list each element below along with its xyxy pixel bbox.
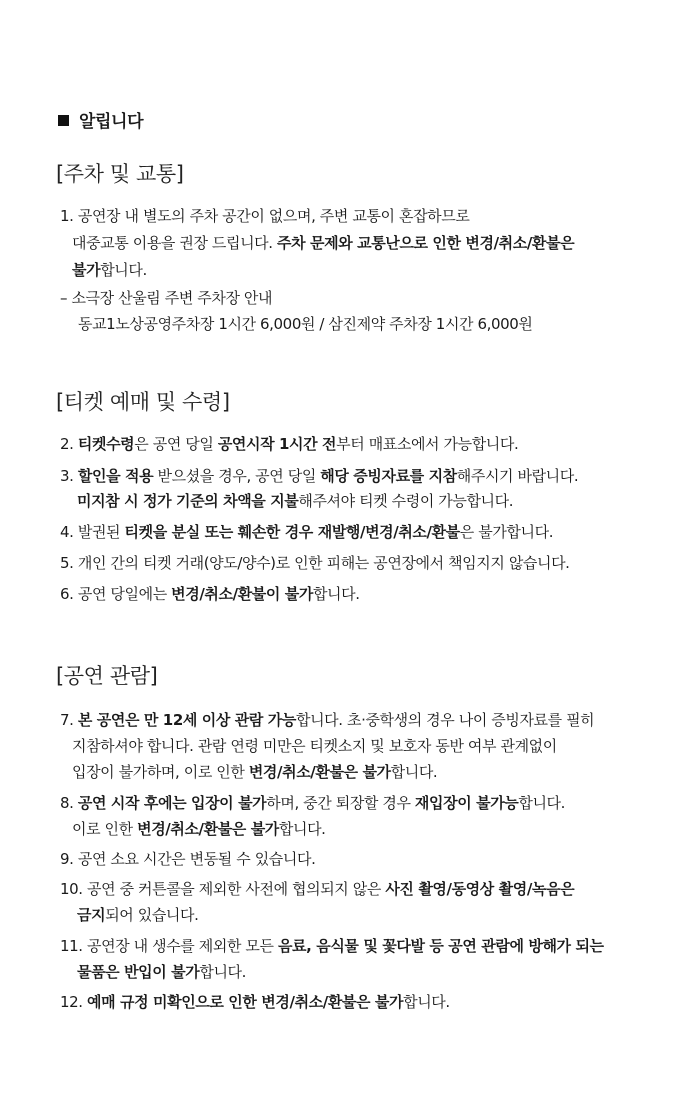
line-text: 8. (60, 794, 78, 812)
notice-line (72, 232, 574, 254)
emphasis-text: 음료, 음식물 및 꽃다발 등 공연 관람에 방해가 되는 (277, 937, 604, 955)
emphasis-text: 물품은 반입이 불가 (77, 963, 200, 981)
notice-line (60, 709, 594, 731)
emphasis-text: 예매 규정 미확인으로 인한 변경/취소/환불은 불가 (87, 993, 404, 1011)
emphasis-text: 할인을 적용 (77, 467, 154, 485)
notice-line (60, 205, 469, 227)
notice-line (77, 490, 513, 512)
line-text: 부터 매표소에서 가능합니다. (336, 435, 519, 453)
line-text: 12. (60, 993, 88, 1011)
section-title-viewing: [공연 관람] (56, 664, 158, 688)
notice-line (60, 935, 604, 957)
line-text: 합니다. (100, 261, 147, 279)
notice-heading (58, 110, 143, 134)
line-text: 해주시기 바랍니다. (456, 467, 579, 485)
emphasis-text: 변경/취소/환불은 불가 (248, 763, 391, 781)
line-text: 합니다. (518, 794, 566, 812)
notice-line (60, 433, 518, 455)
line-text: 합니다. 초·중학생의 경우 나이 증빙자료를 필히 (295, 711, 595, 729)
notice-line (60, 552, 570, 574)
notice-line (60, 878, 574, 900)
line-text: 지참하셔야 합니다. 관람 연령 미만은 티켓소지 및 보호자 동반 여부 관계없이 (72, 737, 557, 755)
notice-line (60, 465, 578, 487)
line-text: 10. 공연 중 커튼콜을 제외한 사전에 협의되지 않은 (60, 880, 386, 898)
emphasis-text: 변경/취소/환불은 불가 (137, 820, 279, 838)
line-text: 이로 인한 (72, 820, 138, 838)
emphasis-text: 공연시작 1시간 전 (217, 435, 337, 453)
notice-line (60, 792, 565, 814)
notice-line (60, 287, 272, 309)
notice-line (60, 583, 360, 605)
line-text: 4. 발권된 (60, 523, 125, 541)
line-text: 5. 개인 간의 티켓 거래(양도/양수)로 인한 피해는 공연장에서 책임지지 않습니다. (60, 554, 570, 572)
emphasis-text: 티켓을 분실 또는 훼손한 경우 재발행/변경/취소/환불 (124, 523, 460, 541)
emphasis-text: 본 공연은 만 12세 이상 관람 가능 (77, 711, 296, 729)
line-text: – 소극장 산울림 주변 주차장 안내 (60, 289, 273, 307)
line-text: 합니다. (278, 820, 326, 838)
notice-line (60, 991, 450, 1013)
line-text: 2. (60, 435, 78, 453)
emphasis-text: 변경/취소/환불이 불가 (171, 585, 313, 603)
line-text: 되어 있습니다. (105, 906, 199, 924)
emphasis-text: 공연 시작 후에는 입장이 불가 (77, 794, 267, 812)
emphasis-text: 금지 (77, 906, 106, 924)
notice-line (72, 761, 437, 783)
notice-line (78, 313, 533, 335)
notice-line (60, 521, 553, 543)
line-text: 3. (60, 467, 78, 485)
line-text: 해주셔야 티켓 수령이 가능합니다. (298, 492, 514, 510)
notice-line (72, 818, 326, 840)
line-text: 하며, 중간 퇴장할 경우 (266, 794, 415, 812)
line-text: 동교1노상공영주차장 1시간 6,000원 / 삼진제약 주차장 1시간 6,000원 (78, 315, 533, 333)
line-text: 합니다. (390, 763, 438, 781)
section-title-parking: [주차 및 교통] (56, 162, 184, 186)
notice-line (77, 904, 198, 926)
emphasis-text: 주차 문제와 교통난으로 인한 변경/취소/환불은 (277, 234, 575, 252)
line-text: 합니다. (199, 963, 247, 981)
emphasis-text: 티켓수령 (77, 435, 135, 453)
emphasis-text: 미지참 시 정가 기준의 차액을 지불 (77, 492, 299, 510)
emphasis-text: 재입장이 불가능 (414, 794, 519, 812)
notice-line (72, 259, 147, 281)
notice-line (60, 848, 315, 870)
emphasis-text: 불가 (72, 261, 101, 279)
line-text: 대중교통 이용을 권장 드립니다. (72, 234, 278, 252)
notice-line (77, 961, 246, 983)
black-square-icon (58, 115, 69, 126)
notice-line (72, 735, 557, 757)
line-text: 합니다. (403, 993, 450, 1011)
emphasis-text: 사진 촬영/동영상 촬영/녹음은 (385, 880, 575, 898)
line-text: 1. 공연장 내 별도의 주차 공간이 없으며, 주변 교통이 혼잡하므로 (60, 207, 470, 225)
line-text: 받으셨을 경우, 공연 당일 (153, 467, 321, 485)
section-title-ticket: [티켓 예매 및 수령] (56, 390, 230, 414)
line-text: 9. 공연 소요 시간은 변동될 수 있습니다. (60, 850, 316, 868)
line-text: 합니다. (312, 585, 360, 603)
notice-title: 알립니다 (79, 112, 144, 132)
line-text: 7. (60, 711, 78, 729)
emphasis-text: 해당 증빙자료를 지참 (320, 467, 457, 485)
line-text: 입장이 불가하며, 이로 인한 (72, 763, 249, 781)
line-text: 은 공연 당일 (134, 435, 218, 453)
line-text: 11. 공연장 내 생수를 제외한 모든 (60, 937, 278, 955)
line-text: 6. 공연 당일에는 (60, 585, 172, 603)
line-text: 은 불가합니다. (459, 523, 554, 541)
